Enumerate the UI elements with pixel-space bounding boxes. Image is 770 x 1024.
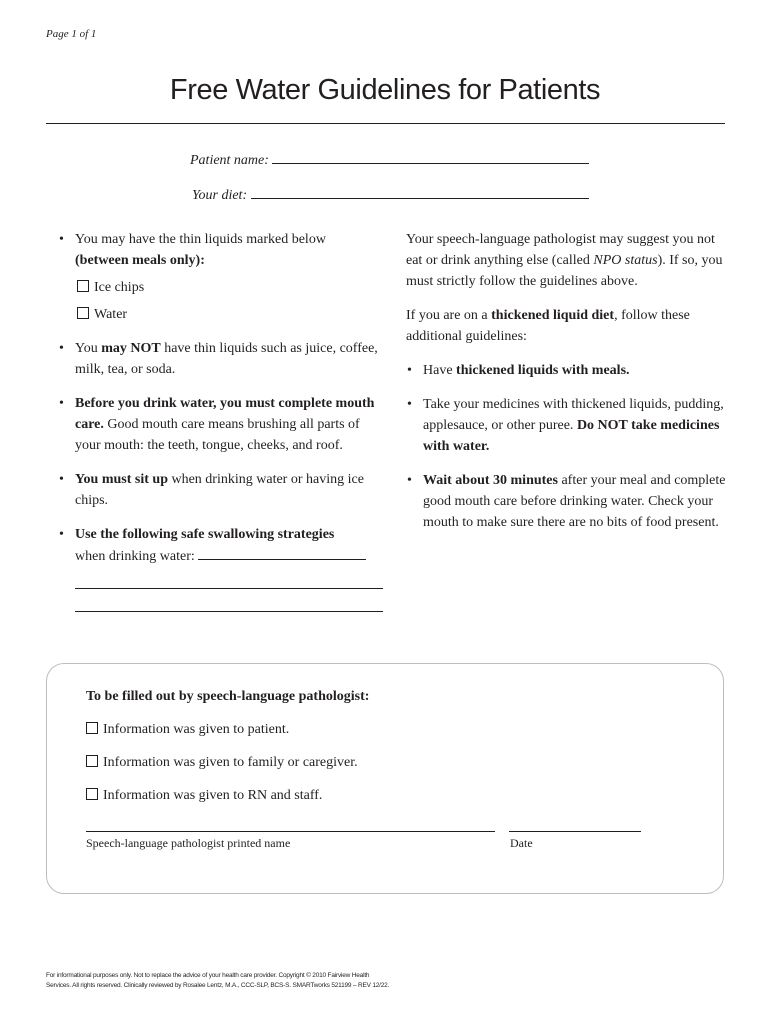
page-label: Page 1 of 1	[46, 28, 97, 40]
slp-name-label: Speech-language pathologist printed name	[86, 836, 291, 850]
water-option[interactable]: Water	[75, 304, 383, 325]
diet-label: Your diet:	[192, 188, 248, 203]
patient-name-blank[interactable]	[272, 149, 589, 164]
slp-item-rn[interactable]: Information was given to RN and staff.	[86, 788, 322, 804]
diet-field	[192, 184, 589, 204]
strategies-blank-1[interactable]	[198, 545, 366, 560]
right-column	[406, 229, 731, 533]
water-checkbox[interactable]	[77, 307, 89, 319]
footer-line-1: For informational purposes only. Not to replace the advice of your health care provider. Copyright © 2010 Fairview Health	[46, 972, 370, 979]
bullet-may-not: • You may NOT have thin liquids such as juice, coffee, milk, tea, or soda.	[58, 338, 383, 380]
strategies-blank-3[interactable]	[75, 610, 383, 612]
slp-name-line[interactable]	[86, 831, 495, 832]
slp-rn-checkbox[interactable]	[86, 788, 98, 800]
patient-name-field	[190, 149, 589, 169]
strategies-blank-2[interactable]	[75, 587, 383, 589]
ice-chips-option[interactable]: Ice chips	[75, 277, 383, 298]
bullet-swallow-strategies: • Use the following safe swallowing strategies when drinking water:	[58, 524, 383, 612]
bullet-sit-up: • You must sit up when drinking water or having ice chips.	[58, 469, 383, 511]
slp-item-patient[interactable]: Information was given to patient.	[86, 722, 289, 738]
slp-item-family[interactable]: Information was given to family or caregiver.	[86, 755, 358, 771]
bullet-wait-30: • Wait about 30 minutes after your meal and complete good mouth care before drinking water. Check your mouth to make sure there are no bits of food present.	[406, 470, 731, 533]
bullet-thin-liquids: • You may have the thin liquids marked below (between meals only): Ice chips Water	[58, 229, 383, 325]
slp-heading: To be filled out by speech-language pathologist:	[86, 689, 370, 704]
footer	[46, 971, 406, 991]
left-column	[58, 229, 383, 612]
bullet-thickened-meals: • Have thickened liquids with meals.	[406, 360, 731, 381]
thickened-paragraph: If you are on a thickened liquid diet, follow these additional guidelines:	[406, 308, 690, 344]
bullet-mouth-care: • Before you drink water, you must complete mouth care. Good mouth care means brushing all parts of your mouth: the teeth, tongue, cheeks, and roof.	[58, 393, 383, 456]
page-title: Free Water Guidelines for Patients	[169, 74, 601, 106]
slp-family-checkbox[interactable]	[86, 755, 98, 767]
npo-paragraph: Your speech-language pathologist may suggest you not eat or drink anything else (called NPO status). If so, you must strictly follow the guidelines above.	[406, 232, 723, 289]
date-line[interactable]	[509, 831, 641, 832]
date-label: Date	[510, 836, 533, 850]
bullet-medicines: • Take your medicines with thickened liquids, pudding, applesauce, or other puree. Do NOT take medicines with water.	[406, 394, 731, 457]
slp-patient-checkbox[interactable]	[86, 722, 98, 734]
ice-chips-checkbox[interactable]	[77, 280, 89, 292]
title-divider	[46, 123, 725, 124]
patient-name-label: Patient name:	[190, 153, 269, 168]
footer-line-2: Services. All rights reserved. Clinically reviewed by Rosalee Lentz, M.A., CCC-SLP, BCS-S. SMARTworks 521199 – REV 12/22.	[46, 982, 390, 989]
diet-blank[interactable]	[251, 184, 589, 199]
